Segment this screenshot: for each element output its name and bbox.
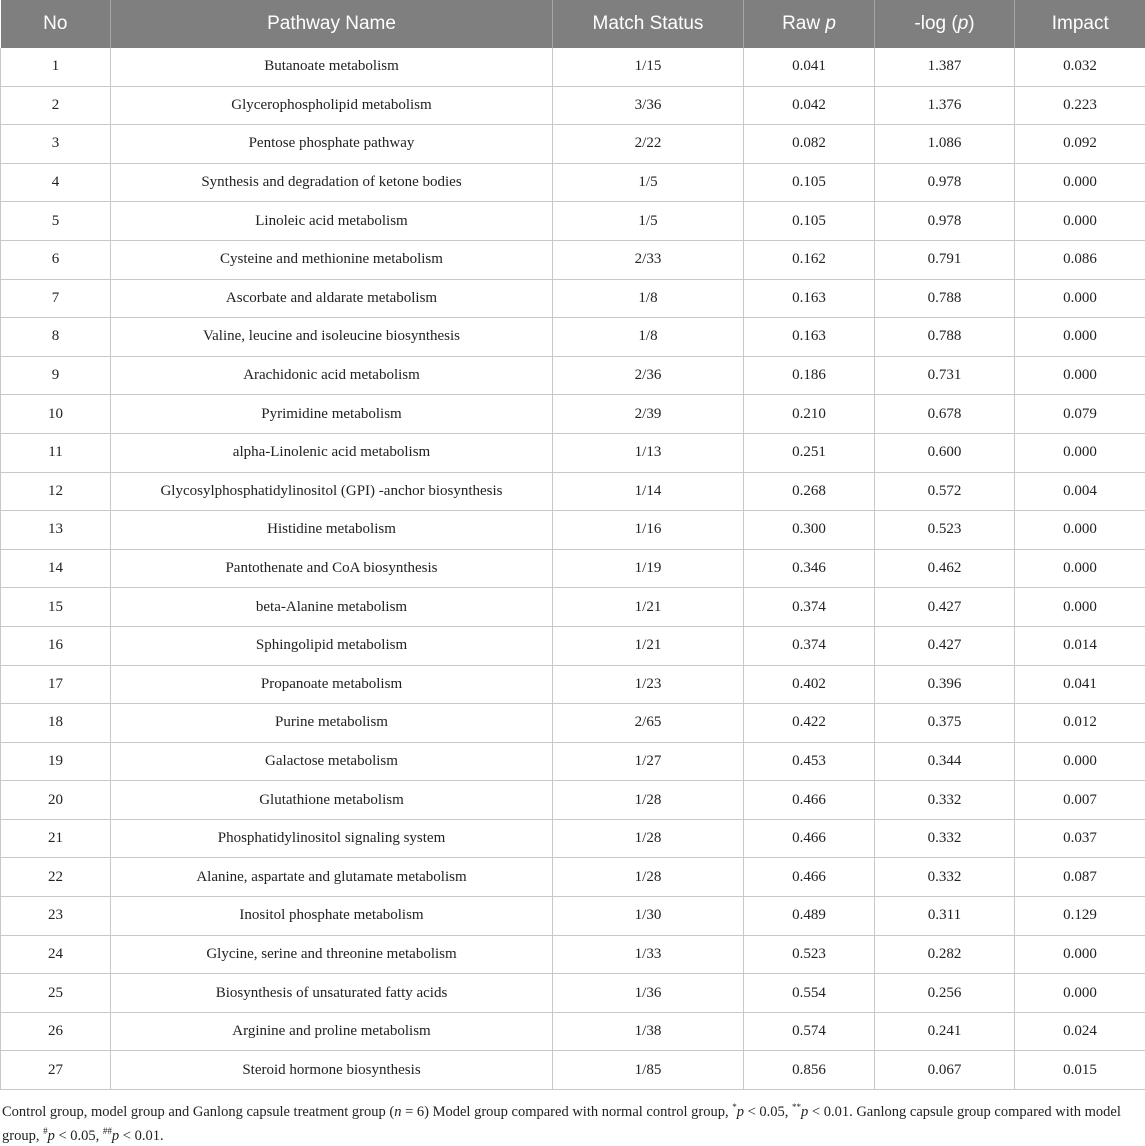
cell-match-status: 3/36 <box>553 86 744 125</box>
cell-raw-p: 0.466 <box>744 781 875 820</box>
cell-neg-log-p: 0.332 <box>875 819 1015 858</box>
cell-match-status: 1/8 <box>553 318 744 357</box>
cell-impact: 0.024 <box>1015 1012 1145 1051</box>
cell-neg-log-p: 0.788 <box>875 279 1015 318</box>
cell-raw-p: 0.374 <box>744 588 875 627</box>
cell-no: 16 <box>1 626 111 665</box>
cell-match-status: 1/13 <box>553 433 744 472</box>
cell-impact: 0.000 <box>1015 163 1145 202</box>
cell-neg-log-p: 0.791 <box>875 240 1015 279</box>
cell-match-status: 2/22 <box>553 125 744 164</box>
cell-neg-log-p: 0.067 <box>875 1051 1015 1090</box>
cell-impact: 0.000 <box>1015 511 1145 550</box>
table-row <box>1 472 1145 511</box>
cell-neg-log-p: 0.978 <box>875 202 1015 241</box>
table-row <box>1 819 1145 858</box>
cell-raw-p: 0.402 <box>744 665 875 704</box>
cell-impact: 0.079 <box>1015 395 1145 434</box>
table-row <box>1 974 1145 1013</box>
cell-raw-p: 0.186 <box>744 356 875 395</box>
cell-neg-log-p: 0.241 <box>875 1012 1015 1051</box>
cell-pathway-name: Galactose metabolism <box>111 742 553 781</box>
cell-no: 20 <box>1 781 111 820</box>
cell-no: 19 <box>1 742 111 781</box>
cell-raw-p: 0.554 <box>744 974 875 1013</box>
cell-match-status: 1/30 <box>553 897 744 936</box>
cell-match-status: 1/16 <box>553 511 744 550</box>
cell-impact: 0.041 <box>1015 665 1145 704</box>
cell-pathway-name: Glutathione metabolism <box>111 781 553 820</box>
cell-raw-p: 0.105 <box>744 163 875 202</box>
cell-impact: 0.014 <box>1015 626 1145 665</box>
cell-pathway-name: Valine, leucine and isoleucine biosynthesis <box>111 318 553 357</box>
cell-pathway-name: Butanoate metabolism <box>111 48 553 86</box>
cell-match-status: 2/39 <box>553 395 744 434</box>
cell-no: 11 <box>1 433 111 472</box>
table-row <box>1 125 1145 164</box>
cell-match-status: 1/38 <box>553 1012 744 1051</box>
header-impact: Impact <box>1015 0 1145 48</box>
cell-raw-p: 0.082 <box>744 125 875 164</box>
cell-impact: 0.000 <box>1015 549 1145 588</box>
cell-raw-p: 0.453 <box>744 742 875 781</box>
footnote-p-var: p <box>112 1128 119 1144</box>
cell-no: 27 <box>1 1051 111 1090</box>
footnote-text: < 0.05, <box>744 1104 792 1120</box>
cell-no: 12 <box>1 472 111 511</box>
cell-neg-log-p: 0.678 <box>875 395 1015 434</box>
table-row <box>1 626 1145 665</box>
cell-impact: 0.092 <box>1015 125 1145 164</box>
table-row <box>1 935 1145 974</box>
cell-impact: 0.129 <box>1015 897 1145 936</box>
table-row <box>1 858 1145 897</box>
cell-no: 15 <box>1 588 111 627</box>
footnote-symbol: ** <box>792 1102 801 1112</box>
cell-pathway-name: Pantothenate and CoA biosynthesis <box>111 549 553 588</box>
cell-pathway-name: Ascorbate and aldarate metabolism <box>111 279 553 318</box>
cell-no: 7 <box>1 279 111 318</box>
cell-pathway-name: Biosynthesis of unsaturated fatty acids <box>111 974 553 1013</box>
cell-pathway-name: alpha-Linolenic acid metabolism <box>111 433 553 472</box>
cell-no: 1 <box>1 48 111 86</box>
table-row <box>1 1012 1145 1051</box>
cell-impact: 0.000 <box>1015 318 1145 357</box>
cell-match-status: 1/36 <box>553 974 744 1013</box>
table-row <box>1 511 1145 550</box>
cell-pathway-name: Arginine and proline metabolism <box>111 1012 553 1051</box>
cell-pathway-name: Glycine, serine and threonine metabolism <box>111 935 553 974</box>
footnote-text: Control group, model group and Ganlong capsule treatment group ( <box>2 1104 394 1120</box>
cell-pathway-name: Propanoate metabolism <box>111 665 553 704</box>
cell-impact: 0.015 <box>1015 1051 1145 1090</box>
cell-pathway-name: Pyrimidine metabolism <box>111 395 553 434</box>
cell-no: 14 <box>1 549 111 588</box>
cell-match-status: 1/21 <box>553 626 744 665</box>
cell-no: 3 <box>1 125 111 164</box>
cell-neg-log-p: 0.427 <box>875 588 1015 627</box>
cell-match-status: 1/15 <box>553 48 744 86</box>
cell-neg-log-p: 1.086 <box>875 125 1015 164</box>
cell-raw-p: 0.163 <box>744 279 875 318</box>
cell-no: 6 <box>1 240 111 279</box>
cell-raw-p: 0.251 <box>744 433 875 472</box>
cell-match-status: 1/21 <box>553 588 744 627</box>
cell-impact: 0.087 <box>1015 858 1145 897</box>
cell-no: 2 <box>1 86 111 125</box>
cell-no: 23 <box>1 897 111 936</box>
cell-neg-log-p: 0.375 <box>875 704 1015 743</box>
cell-no: 8 <box>1 318 111 357</box>
cell-raw-p: 0.162 <box>744 240 875 279</box>
cell-no: 9 <box>1 356 111 395</box>
header-neg-log-var: p <box>958 13 969 34</box>
footnote-p-var: p <box>737 1104 744 1120</box>
header-no: No <box>1 0 111 48</box>
cell-pathway-name: Alanine, aspartate and glutamate metabolism <box>111 858 553 897</box>
table-footnote <box>0 1090 1145 1146</box>
header-pathway-name: Pathway Name <box>111 0 553 48</box>
cell-raw-p: 0.574 <box>744 1012 875 1051</box>
cell-no: 25 <box>1 974 111 1013</box>
cell-neg-log-p: 0.788 <box>875 318 1015 357</box>
table-row <box>1 588 1145 627</box>
cell-impact: 0.000 <box>1015 588 1145 627</box>
cell-match-status: 1/5 <box>553 163 744 202</box>
header-raw-p-prefix: Raw <box>782 13 825 34</box>
cell-pathway-name: Glycerophospholipid metabolism <box>111 86 553 125</box>
cell-raw-p: 0.374 <box>744 626 875 665</box>
cell-no: 4 <box>1 163 111 202</box>
table-row <box>1 163 1145 202</box>
cell-match-status: 1/28 <box>553 819 744 858</box>
table-row <box>1 781 1145 820</box>
cell-raw-p: 0.523 <box>744 935 875 974</box>
footnote-symbol: # <box>43 1126 48 1136</box>
cell-match-status: 1/27 <box>553 742 744 781</box>
cell-match-status: 1/19 <box>553 549 744 588</box>
cell-neg-log-p: 0.731 <box>875 356 1015 395</box>
header-neg-log-prefix: -log ( <box>914 13 957 34</box>
cell-pathway-name: Phosphatidylinositol signaling system <box>111 819 553 858</box>
table-row <box>1 549 1145 588</box>
footnote-symbol: ## <box>103 1126 112 1136</box>
table-row <box>1 1051 1145 1090</box>
cell-raw-p: 0.856 <box>744 1051 875 1090</box>
header-row <box>1 0 1145 48</box>
cell-raw-p: 0.489 <box>744 897 875 936</box>
table-row <box>1 395 1145 434</box>
table-row <box>1 704 1145 743</box>
cell-no: 24 <box>1 935 111 974</box>
cell-no: 17 <box>1 665 111 704</box>
cell-raw-p: 0.210 <box>744 395 875 434</box>
cell-no: 21 <box>1 819 111 858</box>
table-row <box>1 240 1145 279</box>
cell-raw-p: 0.422 <box>744 704 875 743</box>
cell-raw-p: 0.466 <box>744 819 875 858</box>
cell-pathway-name: Histidine metabolism <box>111 511 553 550</box>
cell-pathway-name: Linoleic acid metabolism <box>111 202 553 241</box>
cell-match-status: 1/33 <box>553 935 744 974</box>
cell-match-status: 1/85 <box>553 1051 744 1090</box>
cell-neg-log-p: 0.600 <box>875 433 1015 472</box>
cell-neg-log-p: 0.396 <box>875 665 1015 704</box>
cell-neg-log-p: 0.523 <box>875 511 1015 550</box>
cell-neg-log-p: 1.387 <box>875 48 1015 86</box>
cell-pathway-name: beta-Alanine metabolism <box>111 588 553 627</box>
cell-pathway-name: Inositol phosphate metabolism <box>111 897 553 936</box>
cell-raw-p: 0.041 <box>744 48 875 86</box>
cell-pathway-name: Synthesis and degradation of ketone bodies <box>111 163 553 202</box>
cell-no: 13 <box>1 511 111 550</box>
cell-pathway-name: Arachidonic acid metabolism <box>111 356 553 395</box>
footnote-text: < 0.05, <box>55 1128 103 1144</box>
cell-raw-p: 0.268 <box>744 472 875 511</box>
table-row <box>1 318 1145 357</box>
cell-raw-p: 0.042 <box>744 86 875 125</box>
cell-impact: 0.000 <box>1015 356 1145 395</box>
table-row <box>1 86 1145 125</box>
cell-neg-log-p: 0.332 <box>875 781 1015 820</box>
cell-impact: 0.037 <box>1015 819 1145 858</box>
cell-no: 22 <box>1 858 111 897</box>
footnote-p-var: p <box>801 1104 808 1120</box>
cell-impact: 0.000 <box>1015 433 1145 472</box>
cell-impact: 0.000 <box>1015 202 1145 241</box>
cell-neg-log-p: 0.978 <box>875 163 1015 202</box>
header-neg-log-p <box>875 0 1015 48</box>
header-raw-p-var: p <box>825 13 836 34</box>
cell-match-status: 1/8 <box>553 279 744 318</box>
cell-pathway-name: Purine metabolism <box>111 704 553 743</box>
cell-match-status: 2/65 <box>553 704 744 743</box>
cell-match-status: 1/23 <box>553 665 744 704</box>
footnote-p-var: p <box>48 1128 55 1144</box>
table-row <box>1 202 1145 241</box>
cell-raw-p: 0.163 <box>744 318 875 357</box>
cell-match-status: 1/28 <box>553 781 744 820</box>
cell-impact: 0.032 <box>1015 48 1145 86</box>
footnote-n-var: n <box>394 1104 401 1120</box>
table-body <box>1 48 1145 1090</box>
header-match-status: Match Status <box>553 0 744 48</box>
cell-neg-log-p: 0.311 <box>875 897 1015 936</box>
cell-no: 18 <box>1 704 111 743</box>
cell-impact: 0.000 <box>1015 935 1145 974</box>
cell-pathway-name: Sphingolipid metabolism <box>111 626 553 665</box>
cell-impact: 0.012 <box>1015 704 1145 743</box>
cell-pathway-name: Steroid hormone biosynthesis <box>111 1051 553 1090</box>
cell-raw-p: 0.346 <box>744 549 875 588</box>
cell-raw-p: 0.466 <box>744 858 875 897</box>
cell-match-status: 1/14 <box>553 472 744 511</box>
table-row <box>1 897 1145 936</box>
footnote-text: < 0.01. Ganlong capsule group compared with model group, <box>2 1104 1121 1144</box>
cell-impact: 0.000 <box>1015 279 1145 318</box>
cell-match-status: 2/33 <box>553 240 744 279</box>
cell-neg-log-p: 0.282 <box>875 935 1015 974</box>
header-neg-log-suffix: ) <box>968 13 974 34</box>
cell-no: 10 <box>1 395 111 434</box>
cell-impact: 0.000 <box>1015 742 1145 781</box>
cell-neg-log-p: 0.332 <box>875 858 1015 897</box>
cell-neg-log-p: 0.427 <box>875 626 1015 665</box>
cell-impact: 0.007 <box>1015 781 1145 820</box>
cell-match-status: 1/5 <box>553 202 744 241</box>
table-row <box>1 356 1145 395</box>
table-row <box>1 48 1145 86</box>
cell-pathway-name: Pentose phosphate pathway <box>111 125 553 164</box>
header-raw-p <box>744 0 875 48</box>
cell-match-status: 2/36 <box>553 356 744 395</box>
cell-match-status: 1/28 <box>553 858 744 897</box>
cell-neg-log-p: 0.256 <box>875 974 1015 1013</box>
footnote-symbol: * <box>732 1102 737 1112</box>
cell-neg-log-p: 1.376 <box>875 86 1015 125</box>
footnote-text: = 6) Model group compared with normal control group, <box>401 1104 732 1120</box>
footnote-text: < 0.01. <box>119 1128 163 1144</box>
table-row <box>1 279 1145 318</box>
table-header <box>1 0 1145 48</box>
cell-no: 5 <box>1 202 111 241</box>
table-row <box>1 433 1145 472</box>
cell-impact: 0.004 <box>1015 472 1145 511</box>
cell-impact: 0.223 <box>1015 86 1145 125</box>
cell-neg-log-p: 0.462 <box>875 549 1015 588</box>
cell-no: 26 <box>1 1012 111 1051</box>
table-row <box>1 665 1145 704</box>
cell-pathway-name: Glycosylphosphatidylinositol (GPI) -anchor biosynthesis <box>111 472 553 511</box>
cell-raw-p: 0.105 <box>744 202 875 241</box>
cell-pathway-name: Cysteine and methionine metabolism <box>111 240 553 279</box>
table-row <box>1 742 1145 781</box>
cell-impact: 0.086 <box>1015 240 1145 279</box>
cell-impact: 0.000 <box>1015 974 1145 1013</box>
cell-neg-log-p: 0.572 <box>875 472 1015 511</box>
cell-raw-p: 0.300 <box>744 511 875 550</box>
cell-neg-log-p: 0.344 <box>875 742 1015 781</box>
